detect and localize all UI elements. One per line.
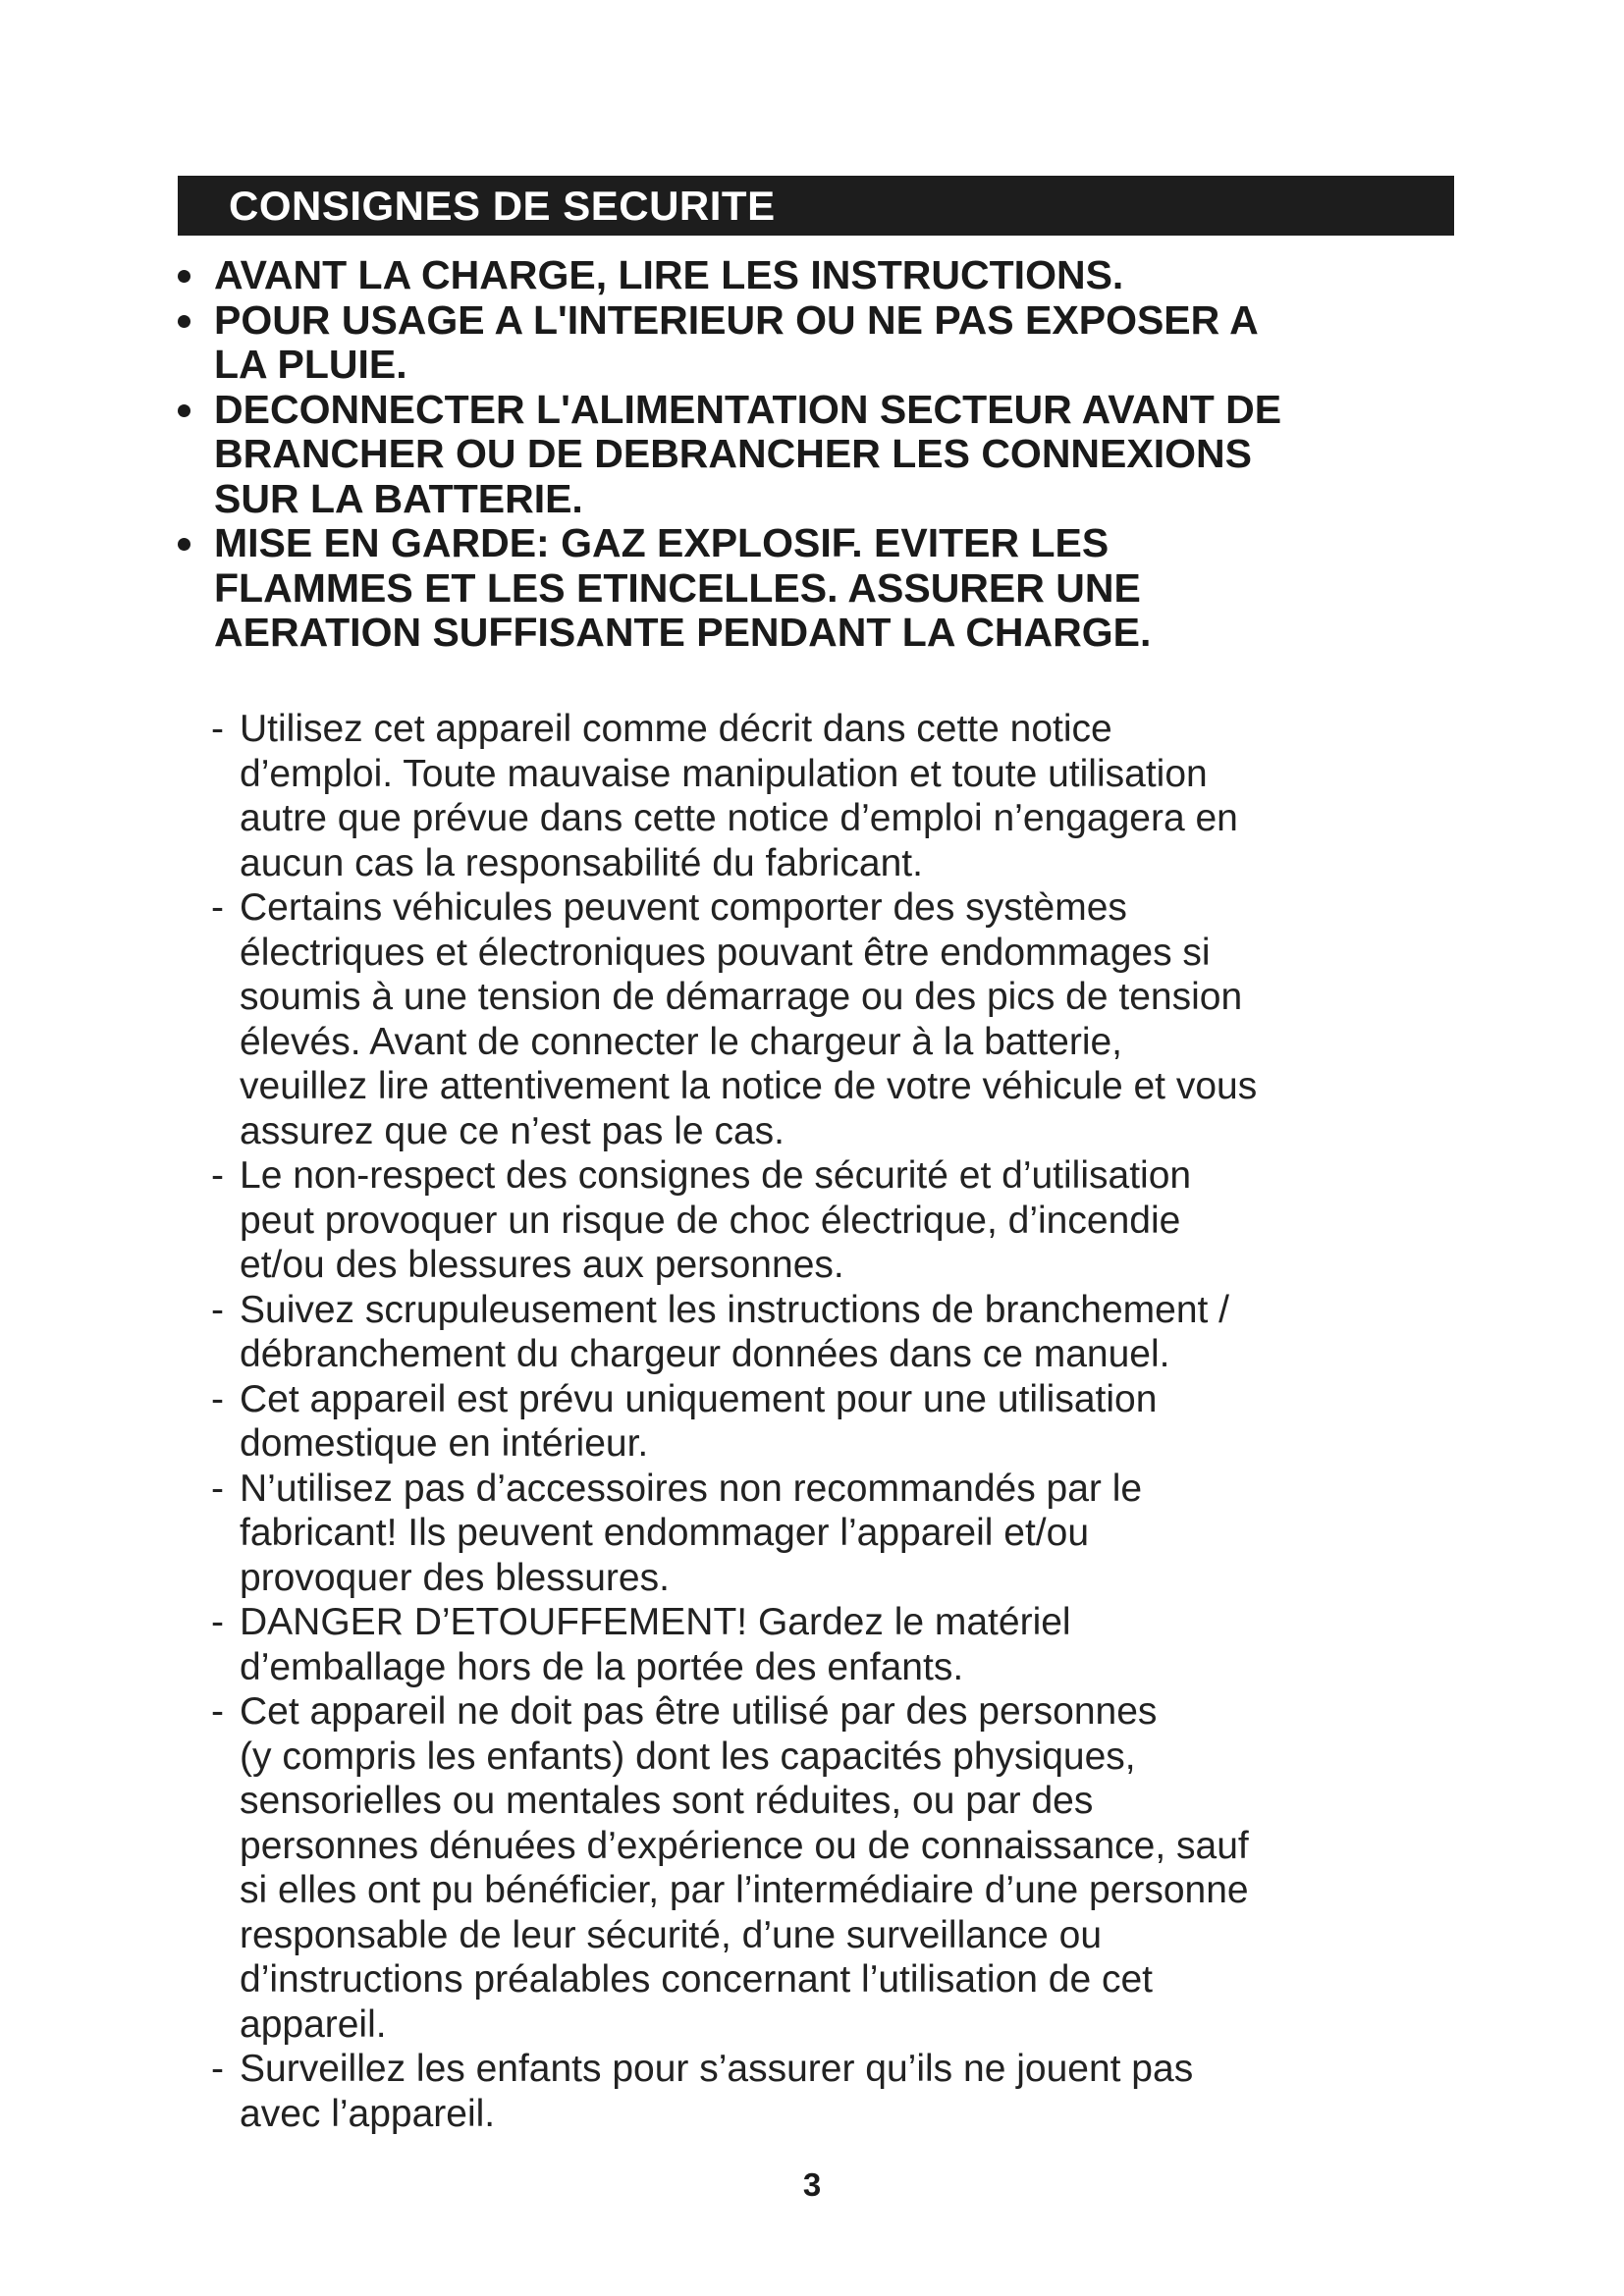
instruction-line: aucun cas la responsabilité du fabricant. <box>240 841 923 884</box>
dash-marker: - <box>211 1467 224 1510</box>
instruction-line: autre que prévue dans cette notice d’emploi n’engagera en <box>240 797 1238 839</box>
dash-marker: - <box>211 886 224 929</box>
page-number: 3 <box>802 2166 822 2203</box>
instruction-line: domestique en intérieur. <box>240 1422 649 1465</box>
instruction-line: avec l’appareil. <box>240 2092 496 2135</box>
instruction-line: électriques et électroniques pouvant être endommages si <box>240 931 1211 974</box>
section-title: CONSIGNES DE SECURITE <box>229 183 776 229</box>
instruction-item <box>211 1153 1458 1288</box>
warning-line: LA PLUIE. <box>214 342 407 387</box>
warning-line: AVANT LA CHARGE, LIRE LES INSTRUCTIONS. <box>214 252 1124 297</box>
instruction-line: débranchement du chargeur données dans ce manuel. <box>240 1333 1170 1375</box>
instruction-line: appareil. <box>240 2002 387 2046</box>
instruction-line: sensorielles ou mentales sont réduites, ou par des <box>240 1780 1094 1822</box>
dash-marker: - <box>211 1690 224 1733</box>
instruction-line: d’instructions préalables concernant l’utilisation de cet <box>240 1958 1154 2001</box>
instruction-item <box>211 1689 1458 2047</box>
instruction-line: Utilisez cet appareil comme décrit dans cette notice <box>240 708 1112 750</box>
instruction-line: élevés. Avant de connecter le chargeur à la batterie, <box>240 1020 1123 1063</box>
instruction-line: personnes dénuées d’expérience ou de connaissance, sauf <box>240 1824 1249 1867</box>
instruction-item <box>211 1467 1458 1601</box>
instruction-line: Le non-respect des consignes de sécurité et d’utilisation <box>240 1154 1192 1197</box>
instruction-line: DANGER D’ETOUFFEMENT! Gardez le matériel <box>240 1601 1071 1643</box>
instruction-line: assurez que ce n’est pas le cas. <box>240 1109 785 1152</box>
instruction-line: d’emballage hors de la portée des enfants. <box>240 1645 964 1688</box>
instruction-line: et/ou des blessures aux personnes. <box>240 1244 844 1286</box>
warning-item <box>175 388 1471 522</box>
warning-line: SUR LA BATTERIE. <box>214 475 583 521</box>
dash-marker: - <box>211 1288 224 1331</box>
warning-line: POUR USAGE A L'INTERIEUR OU NE PAS EXPOSER A <box>214 296 1259 343</box>
instruction-line: Certains véhicules peuvent comporter des systèmes <box>240 886 1127 929</box>
warning-item <box>175 521 1471 656</box>
instruction-line: Surveillez les enfants pour s’assurer qu’ils ne jouent pas <box>240 2048 1194 2090</box>
bullet-icon <box>178 404 190 417</box>
section-header-bar <box>178 176 1454 236</box>
warning-item <box>175 253 1471 298</box>
instruction-item <box>211 1600 1458 1689</box>
warning-line: BRANCHER OU DE DEBRANCHER LES CONNEXIONS <box>214 431 1252 476</box>
instruction-line: (y compris les enfants) dont les capacités physiques, <box>240 1735 1136 1778</box>
safety-warnings-list <box>175 253 1471 656</box>
dash-marker: - <box>211 708 224 750</box>
instruction-line: d’emploi. Toute mauvaise manipulation et toute utilisation <box>240 752 1208 795</box>
instruction-line: veuillez lire attentivement la notice de votre véhicule et vous <box>240 1065 1258 1107</box>
instruction-item <box>211 1377 1458 1467</box>
instruction-item <box>211 885 1458 1153</box>
instruction-line: N’utilisez pas d’accessoires non recommandés par le <box>240 1467 1143 1510</box>
instruction-line: soumis à une tension de démarrage ou des pics de tension <box>240 976 1243 1018</box>
dash-marker: - <box>211 1601 224 1643</box>
instruction-line: si elles ont pu bénéficier, par l’intermédiaire d’une personne <box>240 1869 1249 1911</box>
warning-line: MISE EN GARDE: GAZ EXPLOSIF. EVITER LES <box>214 520 1110 565</box>
instruction-line: fabricant! Ils peuvent endommager l’appareil et/ou <box>240 1512 1090 1554</box>
instruction-item <box>211 1288 1458 1377</box>
bullet-icon <box>178 270 190 283</box>
bullet-icon <box>178 538 190 551</box>
warning-line: FLAMMES ET LES ETINCELLES. ASSURER UNE <box>214 564 1141 611</box>
instruction-item <box>211 707 1458 885</box>
dash-marker: - <box>211 1154 224 1197</box>
dash-marker: - <box>211 1377 224 1420</box>
instruction-line: Cet appareil est prévu uniquement pour une utilisation <box>240 1377 1158 1420</box>
instructions-list <box>211 707 1458 2136</box>
bullet-icon <box>178 315 190 328</box>
dash-marker: - <box>211 2048 224 2090</box>
warning-line: AERATION SUFFISANTE PENDANT LA CHARGE. <box>214 610 1152 655</box>
warning-item <box>175 298 1471 388</box>
warning-line: DECONNECTER L'ALIMENTATION SECTEUR AVANT DE <box>214 386 1282 432</box>
instruction-item <box>211 2047 1458 2136</box>
instruction-line: responsable de leur sécurité, d’une surveillance ou <box>240 1913 1103 1956</box>
instruction-line: Suivez scrupuleusement les instructions de branchement / <box>240 1288 1230 1331</box>
instruction-line: peut provoquer un risque de choc électrique, d’incendie <box>240 1199 1181 1242</box>
instruction-line: provoquer des blessures. <box>240 1556 670 1599</box>
instruction-line: Cet appareil ne doit pas être utilisé par des personnes <box>240 1690 1158 1733</box>
